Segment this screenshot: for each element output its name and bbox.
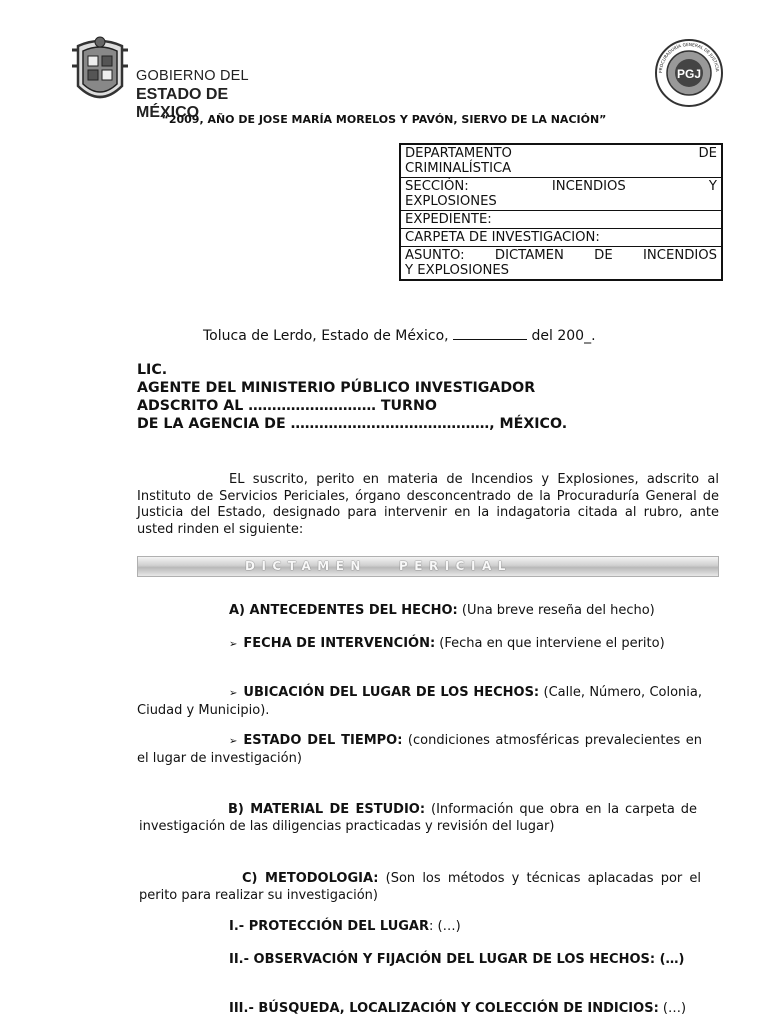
item-ii: II.- OBSERVACIÓN Y FIJACIÓN DEL LUGAR DE LOS HECHOS: (…)	[229, 952, 685, 967]
section-b-title: B) MATERIAL DE ESTUDIO:	[228, 802, 426, 817]
asunto-row	[401, 247, 721, 279]
section-a-title: A) ANTECEDENTES DEL HECHO:	[229, 603, 458, 618]
section-row	[401, 178, 721, 211]
gov-line-2: ESTADO DE MÉXICO	[136, 86, 229, 121]
motto: “2009, AÑO DE JOSE MARÍA MORELOS Y PAVÓN, SIERVO DE LA NACIÓN”	[161, 113, 607, 126]
section-label: SECCIÓN:	[405, 179, 469, 194]
gobierno-logo	[70, 36, 295, 121]
pgj-seal-icon	[654, 38, 724, 108]
dept-row	[401, 145, 721, 178]
intro-paragraph: EL suscrito, perito en materia de Incendios y Explosiones, adscrito al Instituto de Servicios Periciales, órgano desconcentrado de la Procuraduría General de Justicia del Estado, designado para intervenir en la indagatoria citada al rubro, ante usted rinden el siguiente:	[137, 472, 719, 537]
arrow-bullet-icon: ➢	[229, 736, 238, 747]
pgj-ring-text: PROCURADURÍA GENERAL DE JUSTICIA	[658, 42, 720, 74]
pgj-text: PGJ	[676, 67, 702, 81]
bullet-ubicacion-text: (Calle, Número, Colonia, Ciudad y Municipio).	[137, 685, 702, 718]
carpeta-row: CARPETA DE INVESTIGACION:	[401, 229, 721, 247]
dictamen-banner	[137, 556, 719, 577]
bullet-ubicacion	[137, 685, 702, 719]
item-iii	[137, 1001, 699, 1018]
bullet-ubicacion-title: UBICACIÓN DEL LUGAR DE LOS HECHOS:	[243, 685, 540, 700]
item-i	[137, 919, 699, 936]
asunto-line-2: Y EXPLOSIONES	[405, 263, 510, 278]
place-date-line	[203, 327, 596, 344]
addressee-block	[137, 361, 567, 433]
bullet-fecha-text: (Fecha en que interviene el perito)	[435, 636, 665, 651]
addressee-line-2: AGENTE DEL MINISTERIO PÚBLICO INVESTIGADOR	[137, 380, 536, 396]
bullet-fecha	[137, 636, 697, 654]
expediente-row: EXPEDIENTE:	[401, 211, 721, 229]
bullet-tiempo-text: (condiciones atmosféricas prevalecientes en el lugar de investigación)	[137, 733, 702, 766]
section-a-text: (Una breve reseña del hecho)	[457, 603, 655, 618]
coat-of-arms-icon	[70, 36, 130, 106]
dept-de: DE	[698, 146, 717, 161]
addressee-line-4: DE LA AGENCIA DE ……………………………………, MÉXICO.	[137, 416, 568, 432]
section-c-title: C) METODOLOGIA:	[242, 871, 379, 886]
section-y: Y	[708, 179, 717, 194]
dept-label: DEPARTAMENTO	[405, 146, 512, 161]
item-iii-text: (…)	[662, 1001, 687, 1016]
item-iii-title: III.- BÚSQUEDA, LOCALIZACIÓN Y COLECCIÓN DE INDICIOS:	[229, 1001, 659, 1016]
section-b	[139, 802, 697, 835]
date-blank	[453, 327, 527, 340]
dept-value: CRIMINALÍSTICA	[405, 161, 512, 176]
pgj-logo	[654, 38, 724, 108]
year-text: del 200_.	[531, 328, 596, 344]
bullet-fecha-title: FECHA DE INTERVENCIÓN:	[243, 636, 436, 651]
section-b-text: (Información que obra en la carpeta de investigación de las diligencias practicadas y revisión del lugar)	[139, 802, 697, 834]
bullet-tiempo	[137, 733, 702, 767]
asunto-line-1: ASUNTO: DICTAMEN DE INCENDIOS	[405, 248, 717, 263]
addressee-line-3: ADSCRITO AL ……………………… TURNO	[137, 398, 437, 414]
item-i-title: I.- PROTECCIÓN DEL LUGAR	[229, 919, 430, 934]
section-c	[139, 871, 701, 904]
gov-line-1: GOBIERNO DEL	[136, 68, 249, 84]
case-info-box	[399, 143, 723, 281]
section-value: INCENDIOS	[551, 179, 626, 194]
section-a	[137, 603, 716, 620]
arrow-bullet-icon: ➢	[229, 688, 238, 699]
addressee-line-1: LIC.	[137, 362, 168, 378]
section-value-2: EXPLOSIONES	[405, 194, 497, 209]
bullet-tiempo-title: ESTADO DEL TIEMPO:	[243, 733, 403, 748]
section-c-text: (Son los métodos y técnicas aplacadas por el perito para realizar su investigación)	[139, 871, 702, 903]
arrow-bullet-icon: ➢	[229, 639, 238, 650]
place-text: Toluca de Lerdo, Estado de México,	[203, 328, 449, 344]
banner-title: DICTAMEN PERICIAL	[245, 559, 512, 573]
item-i-text: : (…)	[429, 919, 461, 934]
